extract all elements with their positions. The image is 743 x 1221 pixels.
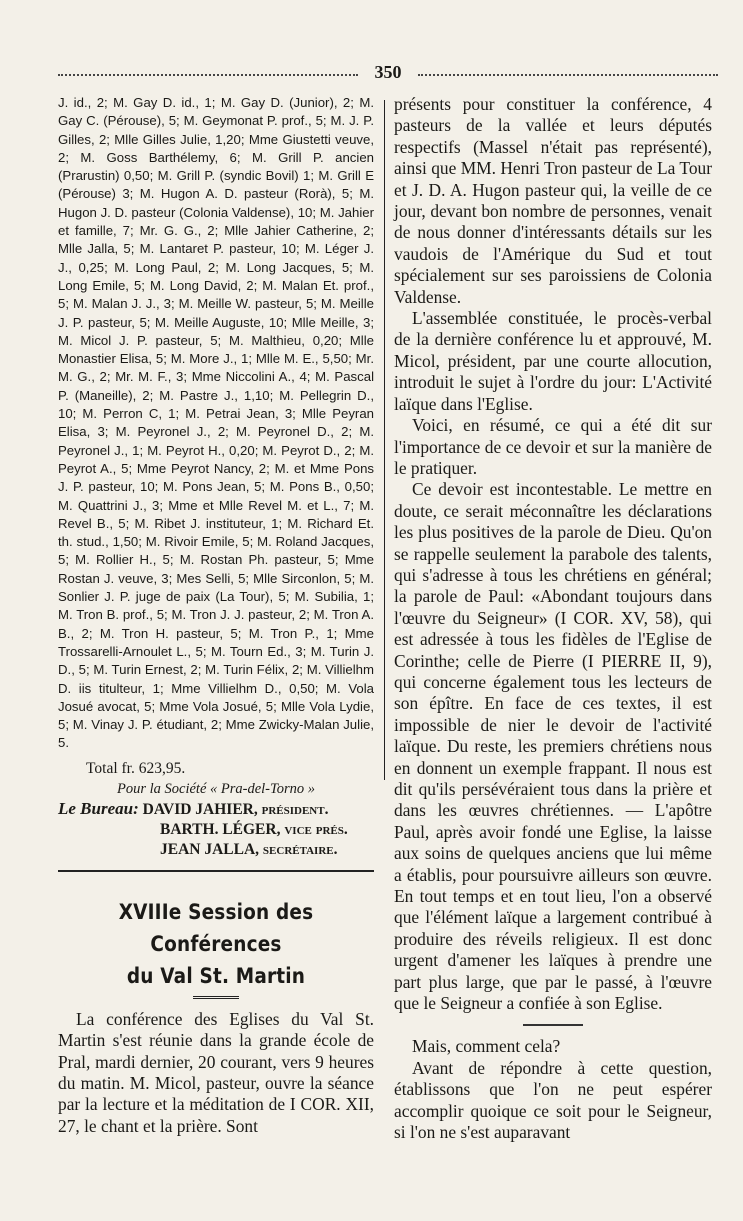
- session-paragraph: La conférence des Eglises du Val St. Martin s'est réunie dans la grande école de Pral, mardi dernier, 20 courant, vers 9 heures du matin. M. Micol, pasteur, ouvre la séance par la lecture et la méditation de I COR. XII, 27, le chant et la prière. Sont: [58, 1008, 374, 1136]
- bureau-vice-president: BARTH. LÉGER, vice prés.: [160, 820, 348, 838]
- paragraph-6: Avant de répondre à cette question, établissons que l'on ne peut espérer accomplir quoique ce soit pour le Seigneur, si l'on ne s'est auparavant: [394, 1057, 712, 1143]
- paragraph-2: L'assemblée constituée, le procès-verbal de la dernière conférence lu et approuvé, M. Micol, président, par une courte allocution, introduit le sujet à l'ordre du jour: L'Activité laïque dans l'Eglise.: [394, 308, 712, 414]
- session-title: [77, 896, 355, 992]
- subscription-list: J. id., 2; M. Gay D. id., 1; M. Gay D. (Junior), 2; M. Gay C. (Pérouse), 5; M. Geymonat P. prof., 5; M. J. P. Gilles, 2; Mlle Gilles Julie, 1,20; Mme Giustetti veuve, 2; M. Goss Barthélemy, 6; M. Grill P. ancien (Prarustin) 0,50; M. Grill P. (syndic Bovil) 1; M. Grill E (Pérouse) 3; M. Hugon A. D. pasteur (Rorà), 5; M. Hugon J. D. pasteur (Colonia Valdense), 10; M. Jahier et famille, 7; Mr. G. G., 2; Mlle Jahier Catherine, 2; Mlle Jalla, 5; M. Lantaret P. pasteur, 10; M. Léger J. J., 0,25; M. Long Paul, 2; M. Long Jacques, 5; M. Long Emile, 5; M. Long David, 2; M. Malan Et. prof., 5; M. Malan J. J., 3; M. Meille W. pasteur, 5; M. Meille J. P. pasteur, 5; M. Meille Auguste, 10; Mlle Meille, 3; M. Micol J. P. pasteur, 5; M. Malthieu, 0,20; Mlle Monastier Elisa, 5; M. More J., 1; Mlle M. E., 5,50; Mr. M. G., 2; Mr. M. F., 3; Mme Niccolini A., 4; M. Pascal P. (Maneille), 2; M. Pastre J., 1,10; M. Pellegrin D., 10; M. Perron C, 1; M. Petrai Jean, 3; Mlle Peyran Elisa, 3; M. Peyronel J., 2; M. Peyronel D., 2; M. Peyronel J., 1; M. Peyrot H., 0,20; M. Peyrot D., 2; M. Peyrot A., 5; Mme Peyrot Nancy, 2; M. et Mme Pons J. P. pasteur, 10; M. Pons Jean, 5; M. Pons B., 0,50; M. Quattrini J., 3; Mme et Mlle Revel M. et L., 7; M. Revel B., 5; M. Ribet J. instituteur, 1; M. Richard Et. th. stud., 1,50; M. Rivoir Emile, 5; M. Roland Jacques, 5; M. Rollier H., 5; M. Rostan Ph. pasteur, 5; Mme Rostan J. veuve, 3; Mes Selli, 5; Mlle Sirconlon, 5; M. Sonlier J. P. juge de paix (La Tour), 5; M. Subilia, 1; M. Tron B. prof., 5; M. Tron J. J. pasteur, 2; M. Tron A. B., 2; M. Tron H. pasteur, 5; M. Tron P., 1; Mme Trossarelli-Arnoulet L., 5; M. Tourn Ed., 3; M. Turin J. D., 5; M. Turin Ernest, 2; M. Turin Félix, 2; M. Villielhm D. iis titulteur, 1; Mme Villielhm D., 0,50; M. Vola Josué avocat, 5; Mme Vola Josué, 5; Mlle Vola Lydie, 5; M. Vinay J. P. étudiant, 2; Mme Zwicky-Malan Julie, 5.: [58, 95, 374, 751]
- session-title-line-2: du Val St. Martin: [126, 963, 306, 988]
- session-title-line-1: XVIIIe Session des Conférences: [118, 899, 314, 956]
- paragraph-separator: [523, 1024, 583, 1026]
- right-column: [394, 94, 712, 1144]
- left-column: [58, 94, 374, 1137]
- total-line: Total fr. 623,95.: [86, 759, 186, 777]
- bureau-president: DAVID JAHIER, président.: [142, 800, 329, 818]
- title-ornament: [193, 996, 239, 1001]
- bureau-row-1: [58, 799, 374, 820]
- subscription-footer: [58, 759, 374, 860]
- page-header: [58, 62, 718, 84]
- paragraph-1: présents pour constituer la conférence, 4 pasteurs de la vallée et leurs députés respectifs (Massel n'était pas représenté), ainsi que MM. Henri Tron pasteur de La Tour et J. D. A. Hugon pasteur qui, la veille de ce jour, devant bon nombre de personnes, venait de nous donner d'intéressants détails sur les vaudois de l'Amérique du Sud et tout spécialement sur ses paroissiens de Colonia Valdense.: [394, 94, 712, 307]
- page-number: 350: [374, 62, 402, 82]
- society-line: Pour la Société « Pra-del-Torno »: [116, 780, 315, 797]
- bureau-secretary: JEAN JALLA, secrétaire.: [160, 840, 338, 858]
- section-end-rule: [58, 870, 374, 872]
- paragraph-4: Ce devoir est incontestable. Le mettre en doute, ce serait méconnaître les déclarations les plus positives de la parole de Dieu. Qu'on se rappelle seulement la parabole des talents, qui s'adresse à tous les chrétiens en général; la parole de Paul: «Abondant toujours dans l'œuvre du Seigneur» (I COR. XV, 58), qui est adressée à tous les fidèles de l'Eglise de Corinthe; celle de Pierre (I PIERRE II, 9), qui concerne également tous les lecteurs de son épître. En face de ces textes, il est impossible de nier le devoir de l'activité laïque. Du reste, les premiers chrétiens nous en donnent un exemple frappant. Il nous est dit qu'ils persévéraient tous dans la prière et dans les œuvres chrétiennes. — L'apôtre Paul, après avoir fondé une Eglise, la laisse aux soins de quelques anciens que lui même a établis, pour poursuivre ailleurs son œuvre. En tout temps et en tout lieu, l'on a observé que l'élément laïque a largement contribué à produire des réveils religieux. Il est donc urgent d'amener les laïques à prendre une part plus large, que par le passé, à l'œuvre que le Seigneur a confiée à son Eglise.: [394, 479, 712, 1014]
- bureau-label: Le Bureau:: [58, 798, 139, 818]
- header-rule-left: [58, 74, 358, 76]
- header-rule-right: [418, 74, 718, 76]
- paragraph-5: Mais, comment cela?: [412, 1036, 561, 1057]
- paragraph-3: Voici, en résumé, ce qui a été dit sur l'importance de ce devoir et sur la manière de le pratiquer.: [394, 415, 712, 478]
- column-divider: [384, 100, 385, 780]
